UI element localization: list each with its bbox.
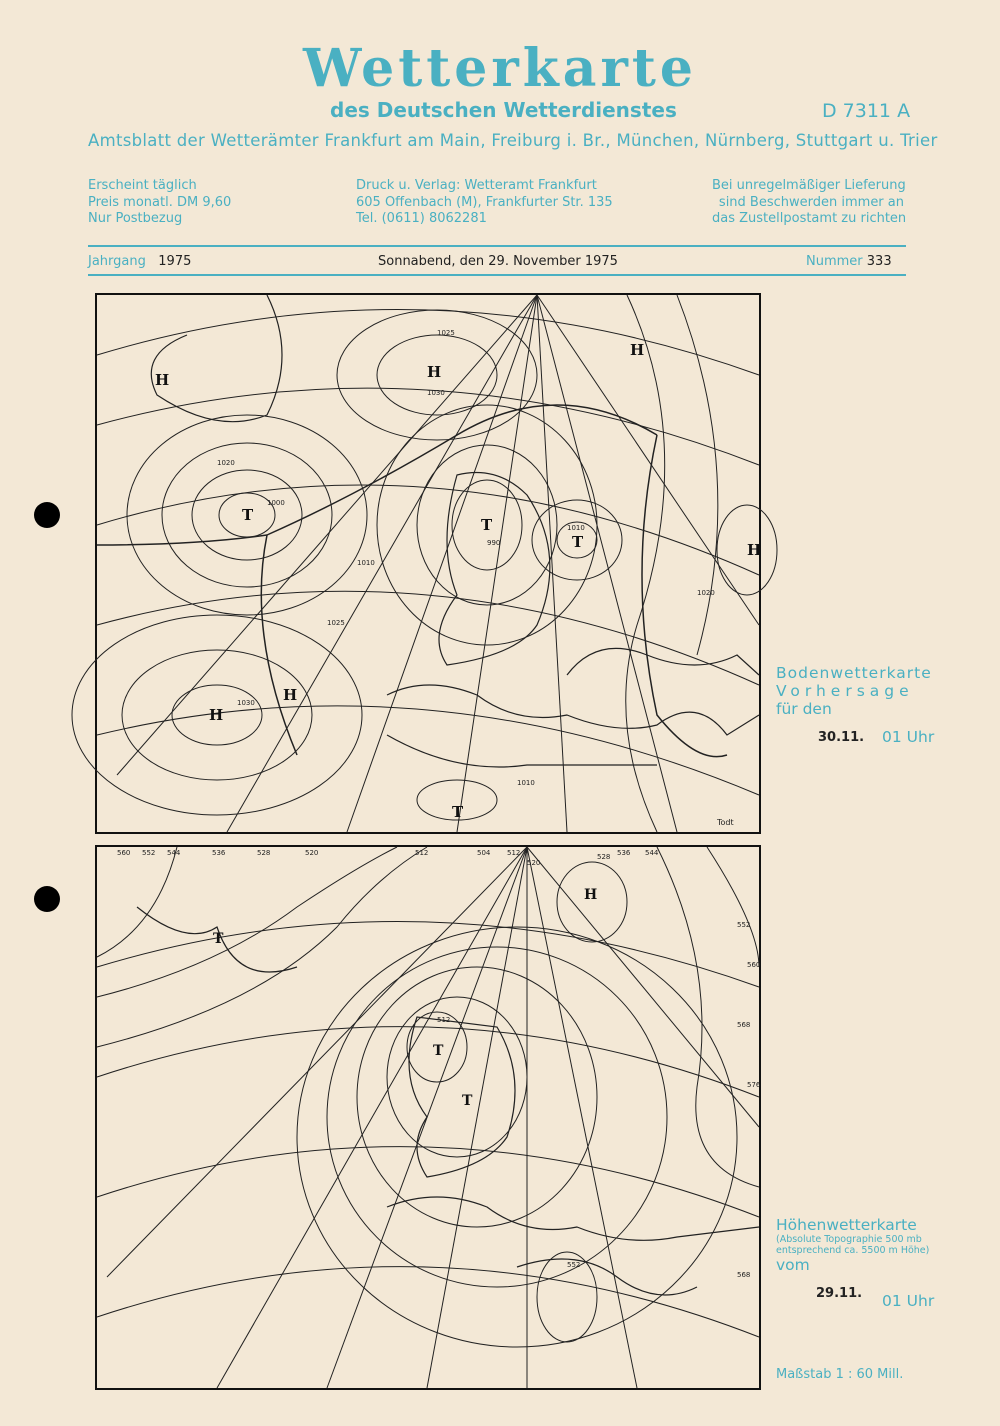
- nummer-value: 333: [866, 254, 892, 269]
- contour-label: 512: [437, 1016, 451, 1024]
- high-pressure-label: H: [155, 371, 170, 389]
- contour-label: 504: [477, 849, 491, 857]
- isobar-label: 990: [487, 539, 501, 547]
- map-signature: Todt: [717, 818, 734, 827]
- low-pressure-label: T: [481, 516, 493, 534]
- surface-map-time: 01 Uhr: [882, 728, 935, 746]
- contour-label: 576: [747, 1081, 761, 1089]
- high-pressure-label: H: [747, 541, 762, 559]
- high-pressure-label: H: [630, 341, 645, 359]
- info-line: Tel. (0611) 8062281: [356, 211, 487, 226]
- contour-label: 528: [257, 849, 271, 857]
- contour-label: 552: [737, 921, 751, 929]
- info-line: sind Beschwerden immer an: [718, 194, 904, 210]
- caption-line: Höhenwetterkarte: [776, 1216, 917, 1234]
- low-pressure-label: T: [433, 1043, 444, 1059]
- contour-label: 560: [117, 849, 131, 857]
- contour-label: 544: [167, 849, 181, 857]
- high-pressure-label: T: [452, 803, 464, 821]
- contour-label: 512: [507, 849, 521, 857]
- contour-label: 568: [737, 1271, 751, 1279]
- upper-map-caption: [776, 1216, 929, 1274]
- info-line: Nur Postbezug: [88, 211, 183, 226]
- info-line: Erscheint täglich: [88, 178, 197, 193]
- isobar-label: 1010: [567, 524, 585, 532]
- surface-weather-map: [95, 293, 761, 834]
- upper-map-drawing: [97, 847, 759, 1388]
- contour-label: 536: [212, 849, 226, 857]
- contour-label: 512: [415, 849, 429, 857]
- jahrgang-label: Jahrgang: [88, 254, 146, 269]
- upper-map-time: 01 Uhr: [882, 1292, 935, 1310]
- binder-hole-bottom: [34, 886, 60, 912]
- isobar-label: 1000: [267, 499, 285, 507]
- high-pressure-label: H: [427, 363, 442, 381]
- contour-label: 552: [142, 849, 156, 857]
- map-scale: Maßstab 1 : 60 Mill.: [776, 1367, 904, 1382]
- binder-hole-top: [34, 502, 60, 528]
- issue-date: Sonnabend, den 29. November 1975: [378, 254, 618, 269]
- caption-line: Vorhersage: [776, 682, 914, 700]
- caption-line: für den: [776, 700, 832, 718]
- delivery-info: [712, 178, 907, 228]
- high-pressure-label: H: [283, 686, 298, 704]
- upper-air-weather-map: [95, 845, 761, 1390]
- caption-line: vom: [776, 1256, 810, 1274]
- info-line: das Zustellpostamt zu richten: [712, 211, 907, 226]
- high-pressure-label: H: [209, 706, 224, 724]
- caption-line: entsprechend ca. 5500 m Höhe): [776, 1245, 930, 1256]
- info-line: Druck u. Verlag: Wetteramt Frankfurt: [356, 178, 597, 193]
- newspaper-title: Wetterkarte: [303, 38, 697, 99]
- low-pressure-label: T: [572, 533, 584, 551]
- caption-line: (Absolute Topographie 500 mb: [776, 1234, 922, 1245]
- isobar-label: 1030: [237, 699, 255, 707]
- amtsblatt-line: Amtsblatt der Wetterämter Frankfurt am Main, Freiburg i. Br., München, Nürnberg, Stuttgart u. Trier: [88, 131, 938, 150]
- subscription-info: [88, 178, 231, 228]
- contour-label: 528: [597, 853, 611, 861]
- isobar-label: 1025: [437, 329, 455, 337]
- isobar-label: 1030: [427, 389, 445, 397]
- isobar-label: 1025: [327, 619, 345, 627]
- isobar-label: 1020: [697, 589, 715, 597]
- surface-map-caption: [776, 664, 932, 718]
- surface-map-drawing: [97, 295, 762, 832]
- contour-label: 552: [567, 1261, 581, 1269]
- low-pressure-label: T: [213, 931, 224, 947]
- contour-label: 544: [645, 849, 659, 857]
- contour-label: 560: [747, 961, 761, 969]
- jahrgang-value: 1975: [158, 254, 192, 269]
- header-rule-top: [88, 245, 906, 247]
- surface-map-date: 30.11.: [818, 730, 865, 745]
- jahrgang: [88, 254, 191, 269]
- info-line: Bei unregelmäßiger Lieferung: [712, 178, 906, 193]
- caption-line: Bodenwetterkarte: [776, 664, 932, 682]
- nummer-label: Nummer: [806, 254, 863, 269]
- info-line: 605 Offenbach (M), Frankfurter Str. 135: [356, 194, 613, 210]
- isobar-label: 1010: [357, 559, 375, 567]
- low-pressure-label: T: [462, 1093, 473, 1109]
- header-rule-bottom: [88, 274, 906, 276]
- contour-label: 536: [617, 849, 631, 857]
- nummer: [806, 254, 892, 269]
- isobar-label: 1010: [517, 779, 535, 787]
- isobar-label: 1020: [217, 459, 235, 467]
- contour-label: 520: [305, 849, 319, 857]
- high-pressure-label: H: [584, 887, 598, 903]
- newspaper-subtitle: des Deutschen Wetterdienstes: [330, 98, 677, 122]
- low-pressure-label: T: [242, 506, 254, 524]
- info-line: Preis monatl. DM 9,60: [88, 194, 232, 210]
- publisher-info: [356, 178, 613, 228]
- contour-label: 520: [527, 859, 541, 867]
- publication-code: D 7311 A: [822, 100, 911, 122]
- contour-label: 568: [737, 1021, 751, 1029]
- upper-map-date: 29.11.: [816, 1286, 863, 1301]
